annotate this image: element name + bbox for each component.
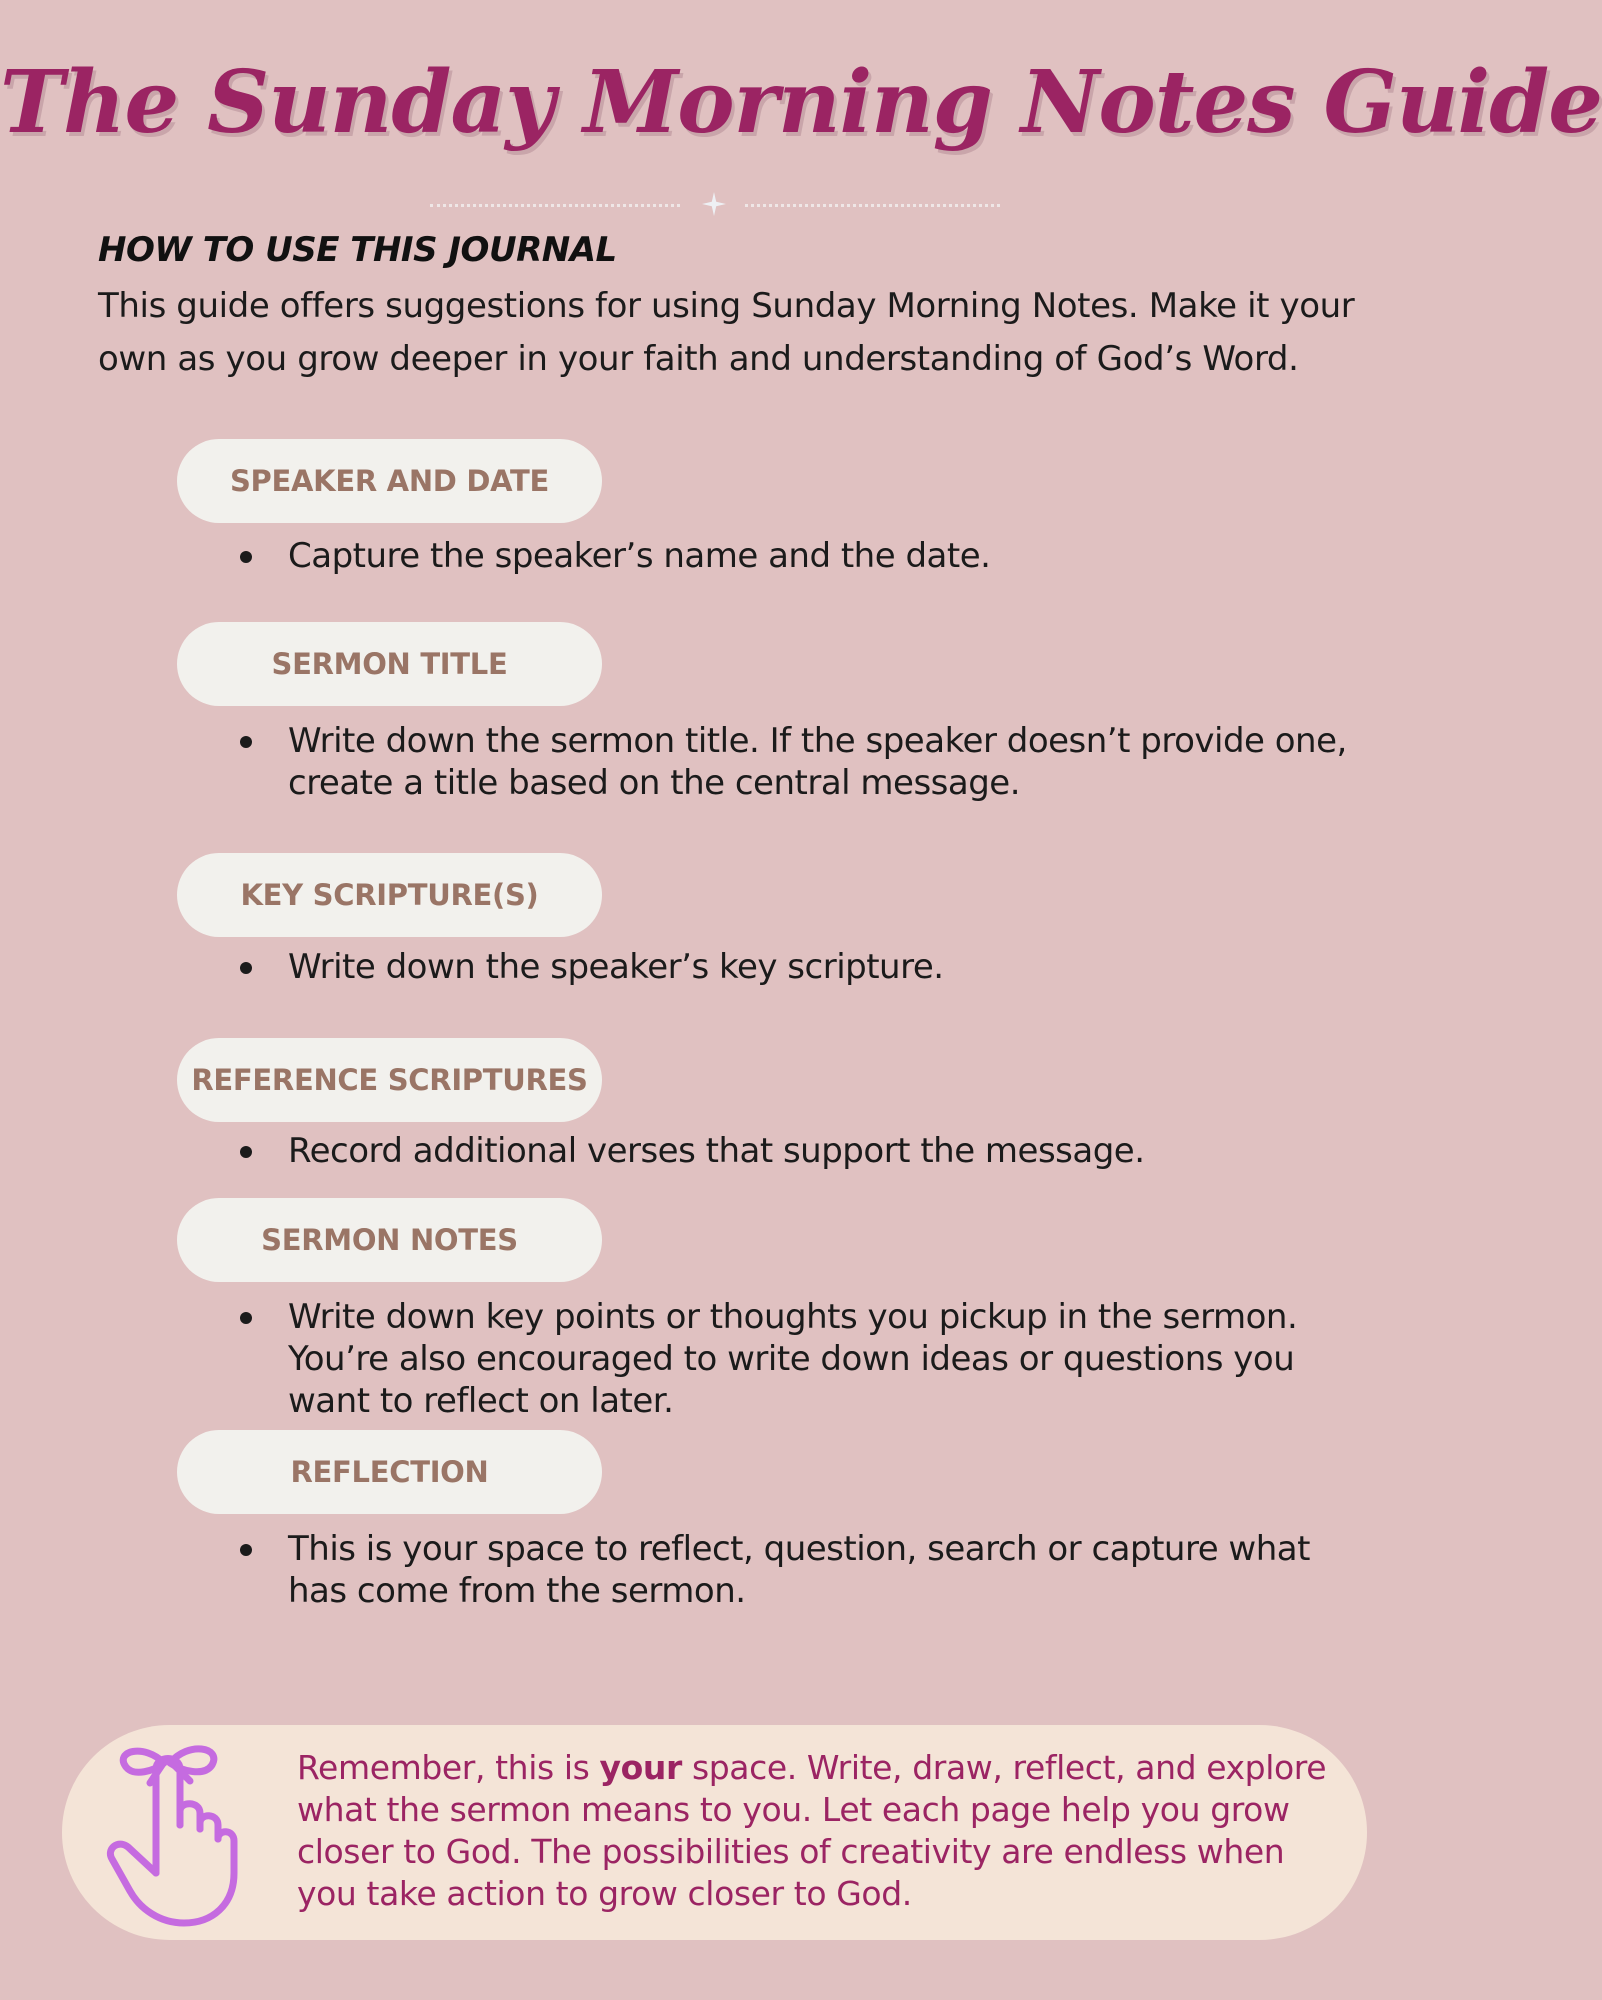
bullet-dot xyxy=(240,1544,252,1556)
bullet-dot xyxy=(240,1146,252,1158)
page-title: The Sunday Morning Notes Guide xyxy=(0,52,1602,153)
section-label-reference-scriptures: REFERENCE SCRIPTURES xyxy=(177,1038,602,1122)
bullet-text: Write down key points or thoughts you pickup in the sermon. You’re also encouraged to write down ideas or questions you want to reflect on later. xyxy=(288,1297,1298,1421)
section-label-key-scripture: KEY SCRIPTURE(S) xyxy=(177,853,602,937)
title-divider xyxy=(430,200,1000,210)
bullet-dot xyxy=(240,1312,252,1324)
section-label-reflection: REFLECTION xyxy=(177,1430,602,1514)
callout-emphasis: your xyxy=(599,1748,682,1787)
divider-line-left xyxy=(430,204,680,207)
bullet-text: Capture the speaker’s name and the date. xyxy=(288,536,991,576)
finger-ribbon-icon xyxy=(104,1733,244,1933)
section-bullet-speaker-date xyxy=(240,535,1350,577)
section-bullet-key-scripture xyxy=(240,946,1350,988)
section-bullet-sermon-title xyxy=(240,720,1350,804)
callout-text-after: space. Write, draw, reflect, and explore what the sermon means to you. Let each page help you grow closer to God. The possibilities of creativity are endless when you take action to grow closer to God. xyxy=(297,1748,1327,1913)
bullet-text: This is your space to reflect, question, search or capture what has come from the sermon. xyxy=(288,1529,1310,1611)
bullet-text: Write down the speaker’s key scripture. xyxy=(288,947,944,987)
callout-text-before: Remember, this is xyxy=(297,1748,600,1787)
intro-paragraph: This guide offers suggestions for using Sunday Morning Notes. Make it your own as you grow deeper in your faith and understanding of God’s Word. xyxy=(98,286,1355,379)
reminder-callout xyxy=(62,1725,1367,1940)
divider-line-right xyxy=(745,204,1000,207)
bullet-text: Write down the sermon title. If the speaker doesn’t provide one, create a title based on the central message. xyxy=(288,721,1347,803)
bullet-dot xyxy=(240,551,252,563)
sparkle-icon xyxy=(702,192,726,216)
section-bullet-reflection xyxy=(240,1528,1350,1612)
bullet-dot xyxy=(240,962,252,974)
section-label-sermon-notes: SERMON NOTES xyxy=(177,1198,602,1282)
how-to-heading: HOW TO USE THIS JOURNAL xyxy=(98,230,617,270)
bullet-dot xyxy=(240,736,252,748)
section-label-sermon-title: SERMON TITLE xyxy=(177,622,602,706)
bullet-text: Record additional verses that support the message. xyxy=(288,1131,1145,1171)
callout-text xyxy=(297,1747,1337,1915)
section-bullet-sermon-notes xyxy=(240,1296,1350,1422)
section-label-speaker-date: SPEAKER AND DATE xyxy=(177,439,602,523)
section-bullet-reference-scriptures xyxy=(240,1130,1350,1172)
